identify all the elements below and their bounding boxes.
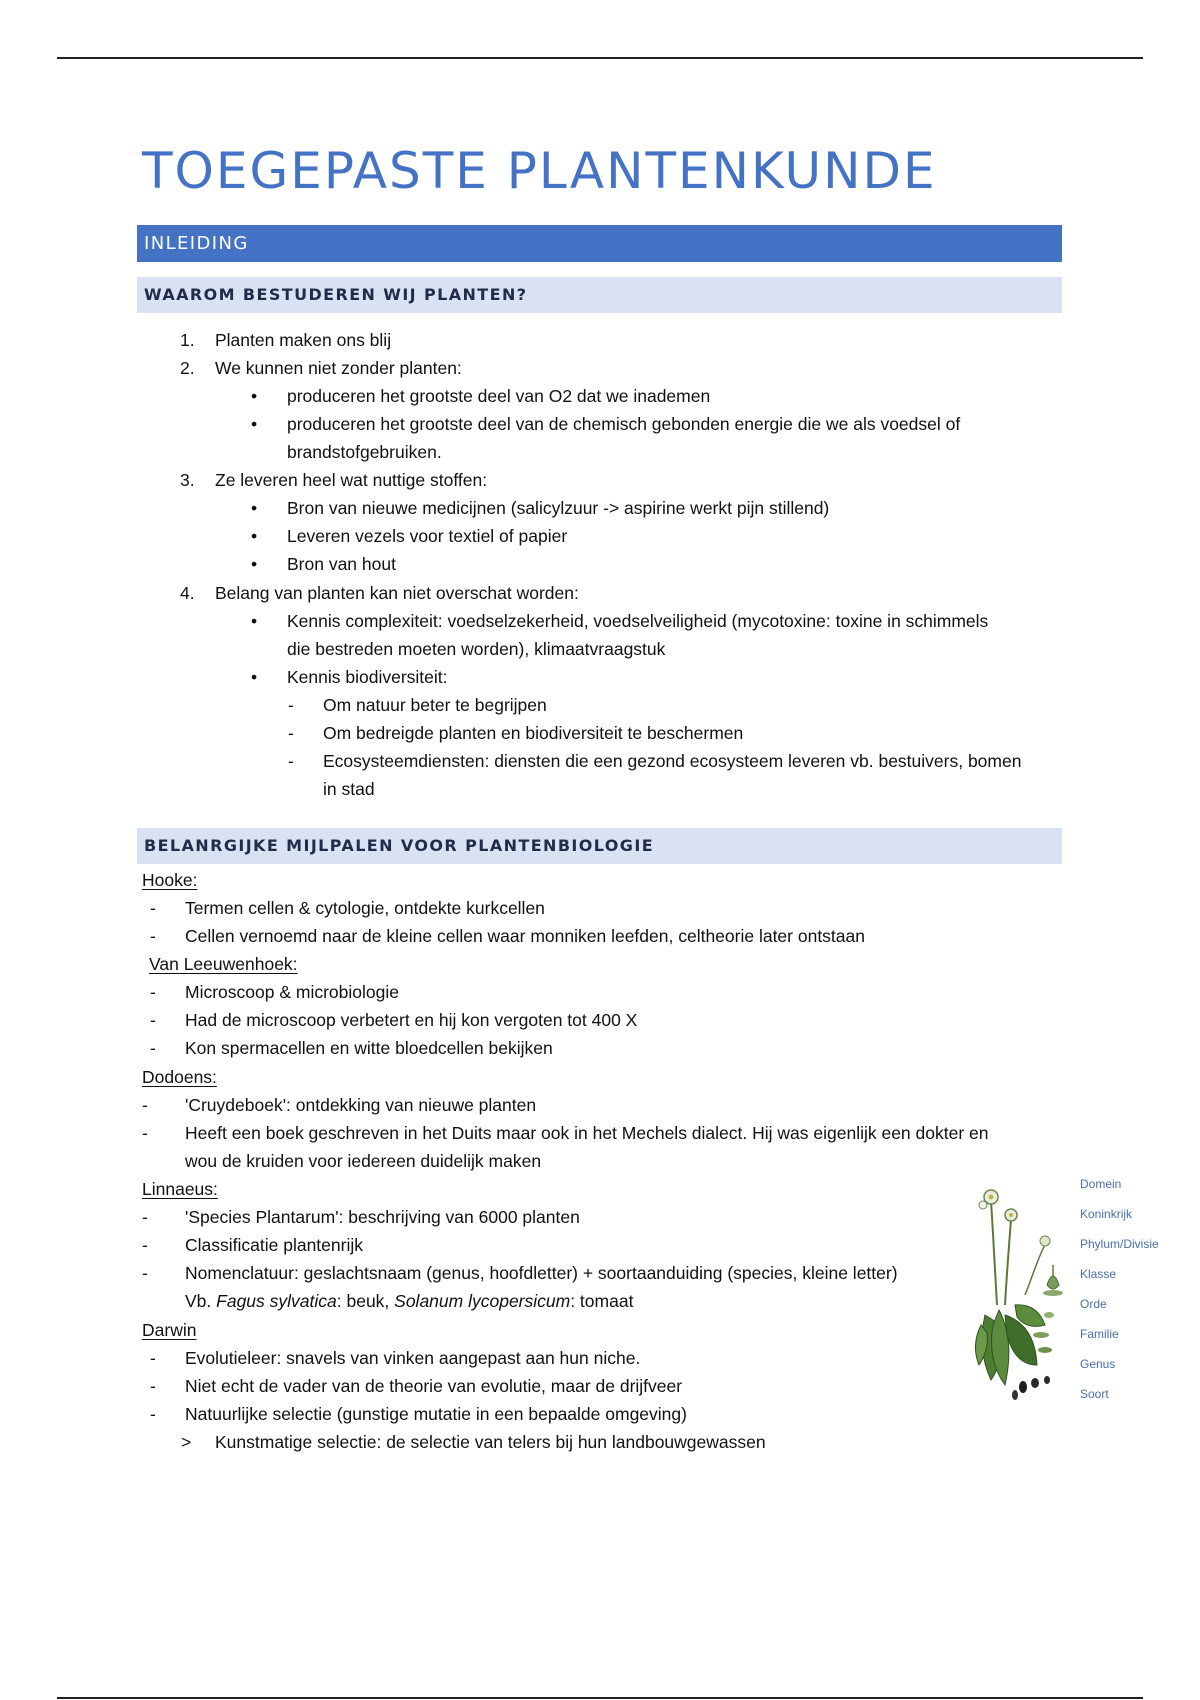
subheading-waarom: WAAROM BESTUDEREN WIJ PLANTEN? [137, 277, 1062, 313]
list-item: Nomenclatuur: geslachtsnaam (genus, hoofdletter) + soortaanduiding (species, kleine letter) [185, 1263, 898, 1283]
dash-icon: - [142, 1207, 148, 1227]
bullet-icon: • [251, 498, 258, 518]
dash-icon: - [142, 1235, 148, 1255]
list-item: Cellen vernoemd naar de kleine cellen waar monniken leefden, celtheorie later ontstaan [185, 926, 865, 946]
taxonomy-label: Familie [1080, 1327, 1119, 1341]
dash-icon: - [142, 1123, 148, 1143]
list-item: Kennis complexiteit: voedselzekerheid, voedselveiligheid (mycotoxine: toxine in schimmels [287, 611, 989, 631]
subheading-mijlpalen: BELANRGIJKE MIJLPALEN VOOR PLANTENBIOLOGIE [137, 828, 1062, 864]
list-item: Classificatie plantenrijk [185, 1235, 363, 1255]
scientist-name-darwin: Darwin [142, 1320, 197, 1340]
list-item: Kunstmatige selectie: de selectie van telers bij hun landbouwgewassen [215, 1432, 766, 1452]
example-mid: : beuk, [336, 1291, 395, 1311]
top-rule [57, 57, 1143, 59]
taxonomy-label: Orde [1080, 1297, 1107, 1311]
bullet-icon: • [251, 386, 258, 406]
list-item: Kon spermacellen en witte bloedcellen bekijken [185, 1038, 553, 1058]
example-prefix: Vb. [185, 1291, 217, 1311]
taxonomy-label: Klasse [1080, 1267, 1117, 1281]
dash-icon: - [142, 1095, 148, 1115]
species-name-solanum: Solanum lycopersicum [394, 1291, 571, 1311]
dash-icon: - [150, 1404, 156, 1424]
bullet-icon: • [251, 611, 258, 631]
dash-icon: - [150, 898, 156, 918]
taxonomy-label: Phylum/Divisie [1080, 1237, 1159, 1251]
scientist-name-hooke: Hooke: [142, 870, 198, 890]
bottom-rule [57, 1697, 1143, 1699]
dash-icon: - [150, 1376, 156, 1396]
section-heading-inleiding: INLEIDING [137, 225, 1062, 262]
list-item: Heeft een boek geschreven in het Duits maar ook in het Mechels dialect. Hij was eigenlijk een dokter en [185, 1123, 989, 1143]
taxonomy-label: Domein [1080, 1177, 1122, 1191]
list-item: 'Species Plantarum': beschrijving van 6000 planten [185, 1207, 580, 1227]
dash-icon: - [288, 751, 294, 771]
list-number: 3. [180, 470, 195, 490]
list-item-continuation: in stad [323, 779, 375, 799]
list-item-continuation: die bestreden moeten worden), klimaatvraagstuk [287, 639, 666, 659]
list-item: Termen cellen & cytologie, ontdekte kurkcellen [185, 898, 545, 918]
taxonomy-label: Koninkrijk [1080, 1207, 1133, 1221]
taxonomy-label: Soort [1080, 1387, 1109, 1401]
dash-icon: - [142, 1263, 148, 1283]
list-item: Evolutieleer: snavels van vinken aangepast aan hun niche. [185, 1348, 641, 1368]
dash-icon: - [150, 982, 156, 1002]
list-item-continuation: brandstofgebruiken. [287, 442, 442, 462]
list-item: Bron van nieuwe medicijnen (salicylzuur -> aspirine werkt pijn stillend) [287, 498, 830, 518]
list-number: 4. [180, 583, 195, 603]
list-number: 1. [180, 330, 195, 350]
bullet-icon: • [251, 667, 258, 687]
dash-icon: - [150, 1038, 156, 1058]
page-title: TOEGEPASTE PLANTENKUNDE [142, 142, 937, 200]
bullet-icon: • [251, 554, 258, 574]
list-item: Planten maken ons blij [215, 330, 392, 350]
list-item: Microscoop & microbiologie [185, 982, 399, 1002]
dash-icon: - [150, 1348, 156, 1368]
list-item: Om bedreigde planten en biodiversiteit te beschermen [323, 723, 744, 743]
scientist-name-leeuwenhoek: Van Leeuwenhoek: [149, 954, 298, 974]
dash-icon: - [288, 723, 294, 743]
list-item: We kunnen niet zonder planten: [215, 358, 462, 378]
scientist-name-linnaeus: Linnaeus: [142, 1179, 218, 1199]
dash-icon: - [150, 926, 156, 946]
dash-icon: - [288, 695, 294, 715]
species-name-fagus: Fagus sylvatica [216, 1291, 337, 1311]
nomenclature-example [185, 1291, 633, 1311]
list-item: Had de microscoop verbetert en hij kon vergoten tot 400 X [185, 1010, 638, 1030]
list-item-continuation: wou de kruiden voor iedereen duidelijk maken [185, 1151, 542, 1171]
list-item: Bron van hout [287, 554, 396, 574]
arrow-icon: > [181, 1432, 192, 1452]
list-item: Leveren vezels voor textiel of papier [287, 526, 568, 546]
list-item: produceren het grootste deel van de chemisch gebonden energie die we als voedsel of [287, 414, 961, 434]
list-item: Niet echt de vader van de theorie van evolutie, maar de drijfveer [185, 1376, 683, 1396]
list-item: Kennis biodiversiteit: [287, 667, 448, 687]
list-item: 'Cruydeboek': ontdekking van nieuwe planten [185, 1095, 537, 1115]
bullet-icon: • [251, 526, 258, 546]
list-item: Natuurlijke selectie (gunstige mutatie in een bepaalde omgeving) [185, 1404, 687, 1424]
example-end: : tomaat [570, 1291, 634, 1311]
list-number: 2. [180, 358, 195, 378]
list-item: Om natuur beter te begrijpen [323, 695, 547, 715]
taxonomy-label: Genus [1080, 1357, 1116, 1371]
list-item: Ze leveren heel wat nuttige stoffen: [215, 470, 488, 490]
list-item: produceren het grootste deel van O2 dat we inademen [287, 386, 711, 406]
dash-icon: - [150, 1010, 156, 1030]
scientist-name-dodoens: Dodoens: [142, 1067, 217, 1087]
list-item: Belang van planten kan niet overschat worden: [215, 583, 579, 603]
bullet-icon: • [251, 414, 258, 434]
plant-illustration [975, 1175, 1065, 1405]
list-item: Ecosysteemdiensten: diensten die een gezond ecosysteem leveren vb. bestuivers, bomen [323, 751, 1022, 771]
